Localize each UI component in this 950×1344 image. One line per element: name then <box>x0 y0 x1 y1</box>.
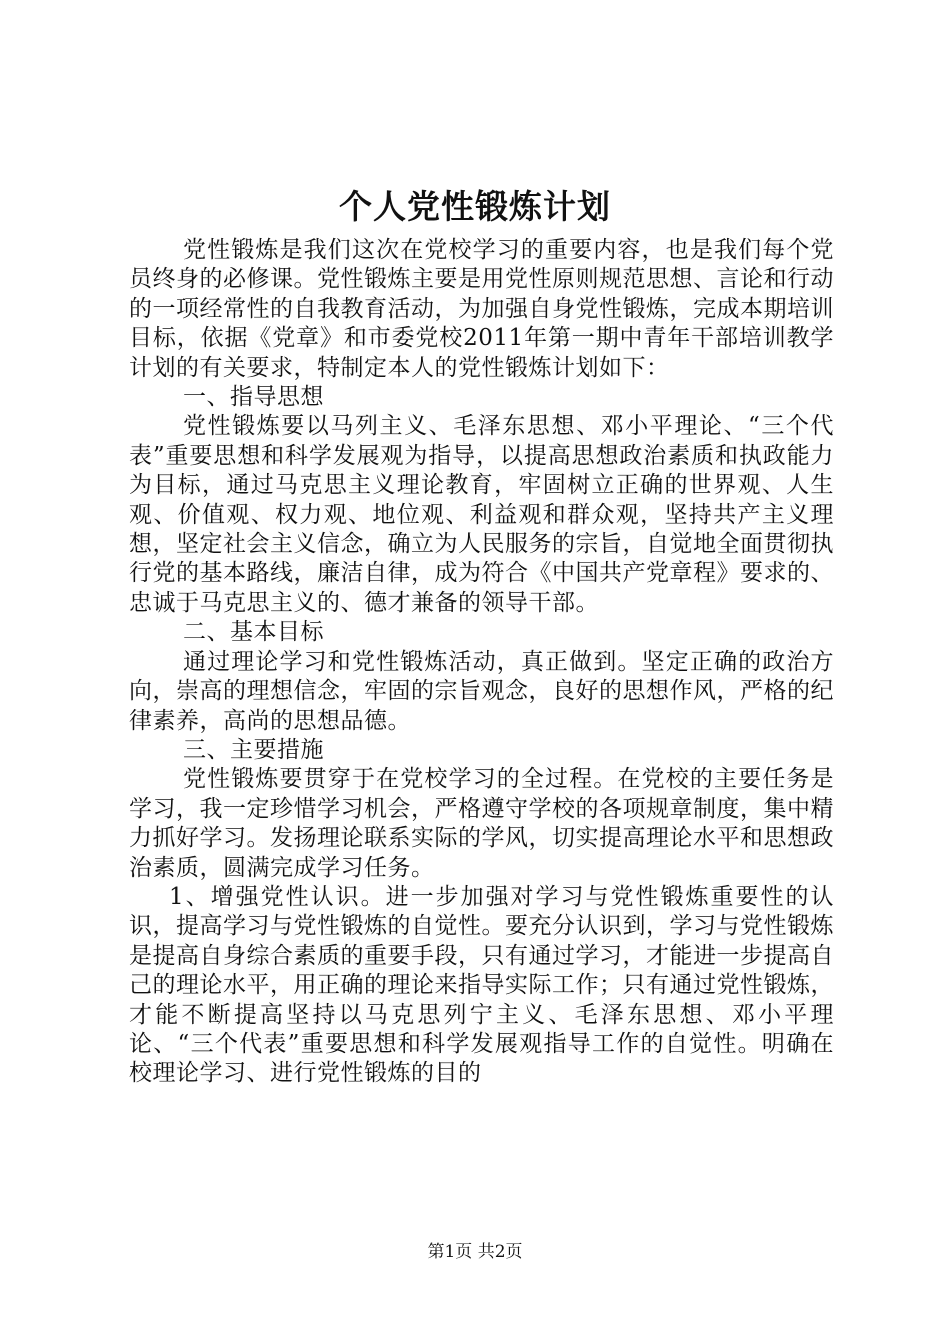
section-heading-main-measures: 三、主要措施 <box>183 736 324 763</box>
page-footer: 第1页 共2页 <box>427 1242 523 1262</box>
basic-goals-paragraph: 通过理论学习和党性锻炼活动，真正做到。坚定正确的政治方向，崇高的理想信念，牢固的宗旨观念，良好的思想作风，严格的纪律素养，高尚的思想品德。 <box>129 648 834 734</box>
section-heading-basic-goals: 二、基本目标 <box>183 619 324 646</box>
intro-paragraph: 党性锻炼是我们这次在党校学习的重要内容，也是我们每个党员终身的必修课。党性锻炼主要是用党性原则规范思想、言论和行动的一项经常性的自我教育活动，为加强自身党性锻炼，完成本期培训目标，依据《党章》和市委党校2011年第一期中青年干部培训教学计划的有关要求，特制定本人的党性锻炼计划如下： <box>129 237 834 381</box>
main-measures-paragraph: 党性锻炼要贯穿于在党校学习的全过程。在党校的主要任务是学习，我一定珍惜学习机会，严格遵守学校的各项规章制度，集中精力抓好学习。发扬理论联系实际的学风，切实提高理论水平和思想政治素质，圆满完成学习任务。 <box>129 766 834 881</box>
guiding-thought-paragraph: 党性锻炼要以马列主义、毛泽东思想、邓小平理论、“三个代表”重要思想和科学发展观为指导，以提高思想政治素质和执政能力为目标，通过马克思主义理论教育，牢固树立正确的世界观、人生观、价值观、权力观、地位观、利益观和群众观，坚持共产主义理想，坚定社会主义信念，确立为人民服务的宗旨，自觉地全面贯彻执行党的基本路线，廉洁自律，成为符合《中国共产党章程》要求的、忠诚于马克思主义的、德才兼备的领导干部。 <box>129 413 834 616</box>
document-title: 个人党性锻炼计划 <box>339 187 611 226</box>
measure-1-paragraph: 1、增强党性认识。进一步加强对学习与党性锻炼重要性的认识，提高学习与党性锻炼的自觉性。要充分认识到，学习与党性锻炼是提高自身综合素质的重要手段，只有通过学习，才能进一步提高自己的理论水平，用正确的理论来指导实际工作；只有通过党性锻炼，才能不断提高坚持以马克思列宁主义、毛泽东思想、邓小平理论、“三个代表”重要思想和科学发展观指导工作的自觉性。明确在校理论学习、进行党性锻炼的目的 <box>129 883 834 1087</box>
document-body <box>129 236 834 1089</box>
section-heading-guiding-thought: 一、指导思想 <box>183 384 324 411</box>
